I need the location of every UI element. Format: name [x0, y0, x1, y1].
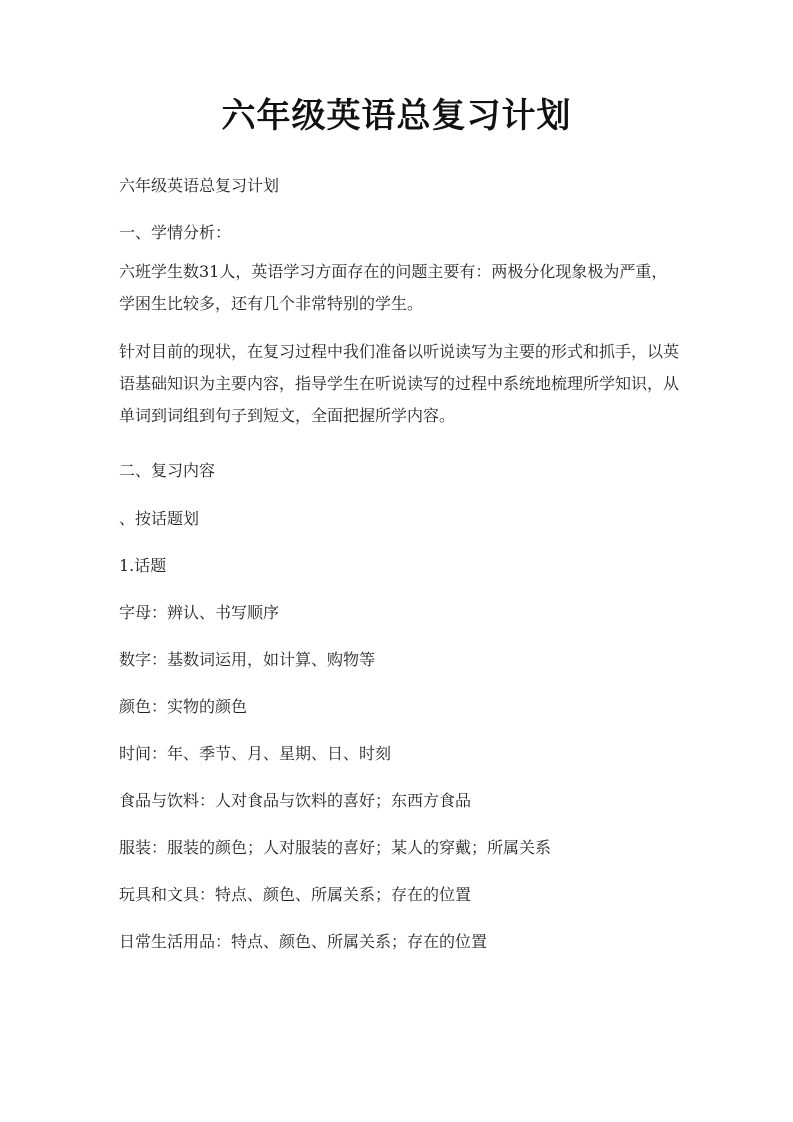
- list-item: 数字：基数词运用，如计算、购物等: [119, 650, 376, 669]
- list-item: 日常生活用品：特点、颜色、所属关系；存在的位置: [119, 932, 488, 951]
- paragraph-subtitle: 六年级英语总复习计划: [119, 176, 280, 195]
- list-item: 字母：辨认、书写顺序: [119, 603, 280, 622]
- subsection-heading-by-topic: 、按话题划: [119, 509, 200, 528]
- list-item: 食品与饮料：人对食品与饮料的喜好；东西方食品: [119, 791, 472, 810]
- list-item: 玩具和文具：特点、颜色、所属关系；存在的位置: [119, 885, 472, 904]
- list-item: 时间：年、季节、月、星期、日、时刻: [119, 744, 392, 763]
- section-heading-content: 二、复习内容: [119, 461, 216, 480]
- document-title: 六年级英语总复习计划: [221, 96, 572, 136]
- paragraph-student-analysis: 六班学生数31人，英语学习方面存在的问题主要有：两极分化现象极为严重，学困生比较多，还有几个非常特别的学生。: [119, 262, 668, 313]
- section-heading-analysis: 一、学情分析：: [119, 223, 232, 242]
- list-heading-topics: 1.话题: [119, 556, 167, 575]
- paragraph-review-approach: 针对目前的现状，在复习过程中我们准备以听说读写为主要的形式和抓手，以英语基础知识为主要内容，指导学生在听说读写的过程中系统地梳理所学知识，从单词到词组到句子到短文，全面把握所学内容。: [119, 342, 680, 425]
- list-item: 颜色：实物的颜色: [119, 697, 248, 716]
- list-item: 服装：服装的颜色；人对服装的喜好；某人的穿戴；所属关系: [119, 838, 552, 857]
